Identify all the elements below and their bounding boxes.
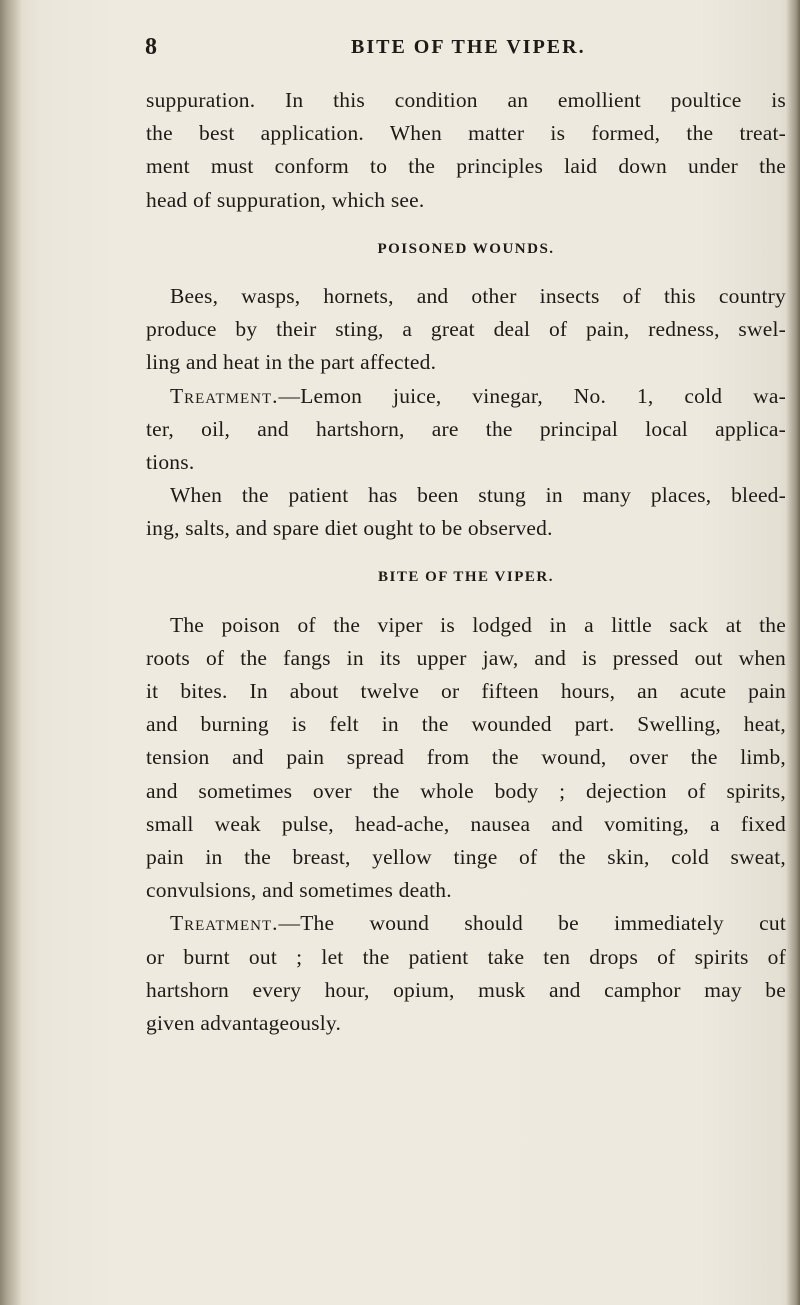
text-line: When the patient has been stung in many places, bleed- <box>170 483 786 508</box>
text-line: small weak pulse, head-ache, nausea and vomiting, a fixed <box>146 811 786 836</box>
running-head <box>145 34 785 64</box>
treatment-label: Treatment. <box>170 383 279 408</box>
body-text <box>146 84 786 1040</box>
viper-treatment <box>146 907 786 1040</box>
treatment-text: —The wound should be immediately cut <box>278 911 786 936</box>
treatment-label: Treatment. <box>170 911 279 936</box>
text-line: or burnt out ; let the patient take ten drops of spirits of <box>146 944 786 969</box>
text-line <box>146 907 786 940</box>
text-line: Bees, wasps, hornets, and other insects of this country <box>170 283 786 308</box>
text-line: given advantageously. <box>146 1010 342 1035</box>
text-line: it bites. In about twelve or fifteen hours, an acute pain <box>146 679 786 703</box>
section-heading-poisoned-wounds: POISONED WOUNDS. <box>377 240 555 257</box>
text-line: convulsions, and sometimes death. <box>146 878 452 903</box>
text-line: tions. <box>146 449 195 474</box>
poisoned-wounds-paragraph <box>146 280 786 380</box>
viper-paragraph <box>146 609 786 908</box>
page-edge <box>786 0 800 1305</box>
text-line: tension and pain spread from the wound, over the limb, <box>146 745 786 770</box>
text-line: ment must conform to the principles laid down under the <box>146 154 786 179</box>
section-heading-viper: BITE OF THE VIPER. <box>378 569 554 586</box>
text-line: The poison of the viper is lodged in a little sack at the <box>170 612 786 637</box>
poisoned-wounds-note <box>146 479 786 545</box>
treatment-text: —Lemon juice, vinegar, No. 1, cold wa- <box>278 383 786 408</box>
text-line: and burning is felt in the wounded part. Swelling, heat, <box>146 712 786 737</box>
text-line: suppuration. In this condition an emollient poultice is <box>146 88 786 112</box>
running-title: BITE OF THE VIPER. <box>351 36 586 58</box>
text-line: ing, salts, and spare diet ought to be observed. <box>146 516 553 541</box>
text-line: and sometimes over the whole body ; dejection of spirits, <box>146 778 786 803</box>
text-line: ter, oil, and hartshorn, are the principal local applica- <box>146 416 786 441</box>
text-line: produce by their sting, a great deal of pain, redness, swel- <box>146 317 786 342</box>
text-line: hartshorn every hour, opium, musk and camphor may be <box>146 977 786 1002</box>
poisoned-wounds-treatment <box>146 380 786 480</box>
text-line: roots of the fangs in its upper jaw, and is pressed out when <box>146 645 786 670</box>
text-line: ling and heat in the part affected. <box>146 350 437 375</box>
binding-shadow <box>0 0 22 1305</box>
text-line <box>146 380 786 413</box>
intro-paragraph <box>146 84 786 217</box>
text-line: pain in the breast, yellow tinge of the skin, cold sweat, <box>146 844 786 869</box>
text-line: head of suppuration, which see. <box>146 187 425 212</box>
text-line: the best application. When matter is formed, the treat- <box>146 121 786 146</box>
page-number: 8 <box>145 34 158 60</box>
